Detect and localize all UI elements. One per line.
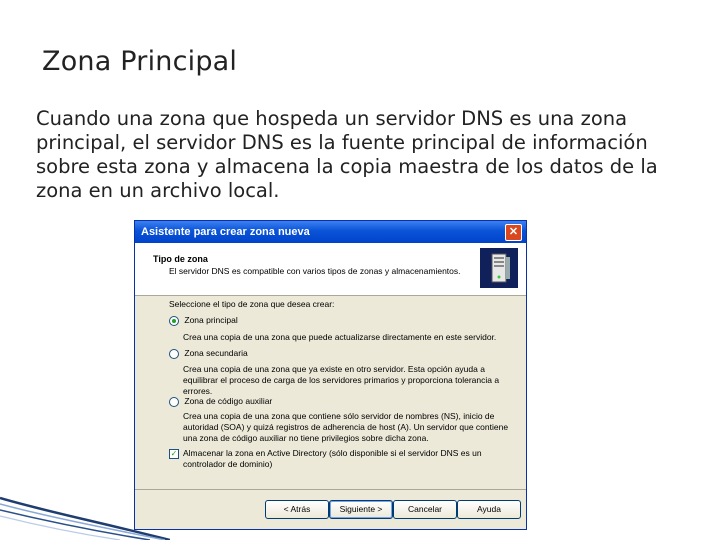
slide-body-text: Cuando una zona que hospeda un servidor DNS es una zona principal, el servidor DNS es la fuente principal de información sobre esta zona y almacena la copia maestra de los datos de la zona en un archivo local. [36, 107, 658, 202]
radio-button[interactable] [169, 397, 179, 407]
option-description: Crea una copia de una zona que puede actualizarse directamente en este servidor. [183, 332, 497, 342]
radio-zona-principal[interactable] [169, 315, 238, 327]
wizard-step-subtitle: El servidor DNS es compatible con varios tipos de zonas y almacenamientos. [169, 266, 461, 276]
wizard-step-title: Tipo de zona [153, 254, 208, 264]
radio-button-selected[interactable] [169, 316, 179, 326]
radio-button[interactable] [169, 349, 179, 359]
dialog-title: Asistente para crear zona nueva [141, 226, 310, 238]
new-zone-wizard-dialog [134, 220, 527, 530]
cancel-button[interactable]: Cancelar [393, 500, 457, 519]
help-button[interactable]: Ayuda [457, 500, 521, 519]
back-button[interactable]: < Atrás [265, 500, 329, 519]
option-description: Crea una copia de una zona que ya existe en otro servidor. Esta opción ayuda a equilibrar el proceso de carga de los servidores primarios y proporciona tolerancia a errores. [183, 364, 500, 396]
radio-label: Zona secundaria [184, 348, 248, 358]
dialog-titlebar[interactable] [135, 221, 526, 243]
option-description: Crea una copia de una zona que contiene sólo servidor de nombres (NS), inicio de autoridad (SOA) y quizá registros de adherencia de host (A). Un servidor que contiene una zona de código auxiliar no tiene privilegios sobre dicha zona. [183, 411, 509, 443]
radio-label: Zona de código auxiliar [184, 396, 273, 406]
wizard-content [135, 296, 526, 486]
checkbox-label: Almacenar la zona en Active Directory (sólo disponible si el servidor DNS es un controlador de dominio) [183, 448, 482, 469]
active-directory-checkbox-row[interactable] [169, 448, 509, 470]
dns-server-icon [480, 248, 518, 288]
slide-title: Zona Principal [42, 46, 238, 77]
wizard-header [135, 243, 526, 296]
radio-zona-codigo-auxiliar[interactable] [169, 396, 272, 408]
wizard-button-bar [135, 489, 526, 530]
close-icon[interactable]: ✕ [505, 224, 522, 241]
radio-zona-secundaria[interactable] [169, 348, 248, 360]
next-button[interactable]: Siguiente > [329, 500, 393, 519]
radio-label: Zona principal [184, 315, 238, 325]
zone-type-prompt: Seleccione el tipo de zona que desea crear: [169, 299, 335, 309]
checkbox-checked[interactable]: ✓ [170, 449, 178, 458]
